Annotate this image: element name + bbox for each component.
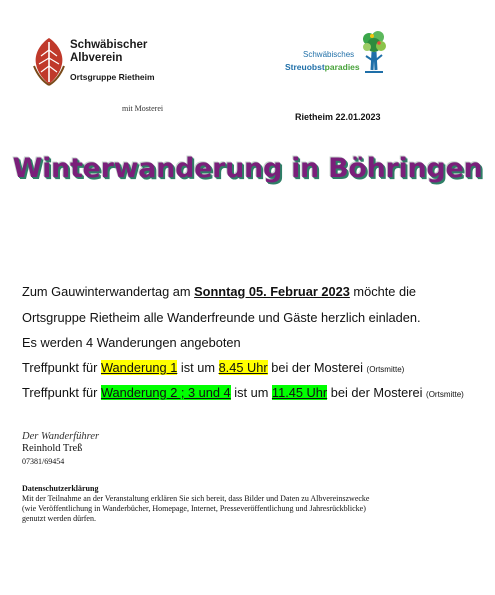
p1-post: möchte die (349, 284, 417, 299)
albverein-name-line1: Schwäbischer (70, 39, 148, 51)
streuobstparadies-line2-part2: paradies (324, 62, 360, 72)
albverein-name (70, 39, 147, 65)
signature-role: Der Wanderführer (22, 431, 100, 442)
invitation-paragraph-3: Es werden 4 Wanderungen angeboten (22, 335, 241, 350)
p4-mid: ist um (177, 360, 219, 375)
p5-note: (Ortsmitte) (426, 390, 464, 399)
p5-post: bei der Mosterei (327, 385, 427, 400)
walk-1-label: Wanderung 1 (100, 360, 178, 375)
invitation-paragraph-2: Ortsgruppe Rietheim alle Wanderfreunde und Gäste herzlich einladen. (22, 310, 421, 325)
page-title: Winterwanderung in Böhringen (12, 153, 483, 184)
signature-name: Reinhold Treß (22, 443, 83, 454)
invitation-paragraph-1 (22, 284, 416, 299)
leaf-mark-icon (30, 36, 68, 86)
privacy-text (22, 494, 462, 524)
meeting-point-1 (22, 360, 404, 375)
streuobstparadies-line2 (285, 62, 360, 72)
p1-pre: Zum Gauwinterwandertag am (22, 284, 195, 299)
tree-mark-icon (361, 30, 387, 76)
privacy-line-3: genutzt werden dürfen. (22, 514, 96, 523)
streuobstparadies-line2-part1: Streuobst (285, 62, 325, 72)
p4-post: bei der Mosterei (267, 360, 367, 375)
streuobstparadies-logo (281, 30, 391, 85)
streuobstparadies-line1: Schwäbisches (303, 50, 355, 59)
albverein-name-line2: Albverein (70, 52, 123, 64)
p5-mid: ist um (230, 385, 272, 400)
signature-phone: 07381/69454 (22, 457, 65, 466)
walk-1-time: 8.45 Uhr (218, 360, 268, 375)
p4-pre: Treffpunkt für (22, 360, 101, 375)
document-date: Rietheim 22.01.2023 (295, 112, 381, 122)
walk-2-4-label: Wanderung 2 ; 3 und 4 (100, 385, 231, 400)
privacy-line-1: Mit der Teilnahme an der Veranstaltung erklären Sie sich bereit, dass Bilder und Daten zu Albvereinszwecke (22, 494, 370, 503)
walk-2-4-time: 11.45 Uhr (271, 385, 328, 400)
privacy-heading: Datenschutzerklärung (22, 484, 99, 493)
meeting-point-2 (22, 385, 464, 400)
albverein-logo (30, 36, 180, 116)
p5-pre: Treffpunkt für (22, 385, 101, 400)
albverein-tagline: mit Mosterei (122, 104, 164, 113)
p4-note: (Ortsmitte) (366, 365, 405, 374)
albverein-subtitle: Ortsgruppe Rietheim (70, 72, 155, 82)
privacy-line-2: (wie Veröffentlichung in Wanderbücher, Homepage, Internet, Presseveröffentlichung und Jahresrückblicke) (22, 504, 366, 513)
event-date: Sonntag 05. Februar 2023 (194, 284, 350, 299)
